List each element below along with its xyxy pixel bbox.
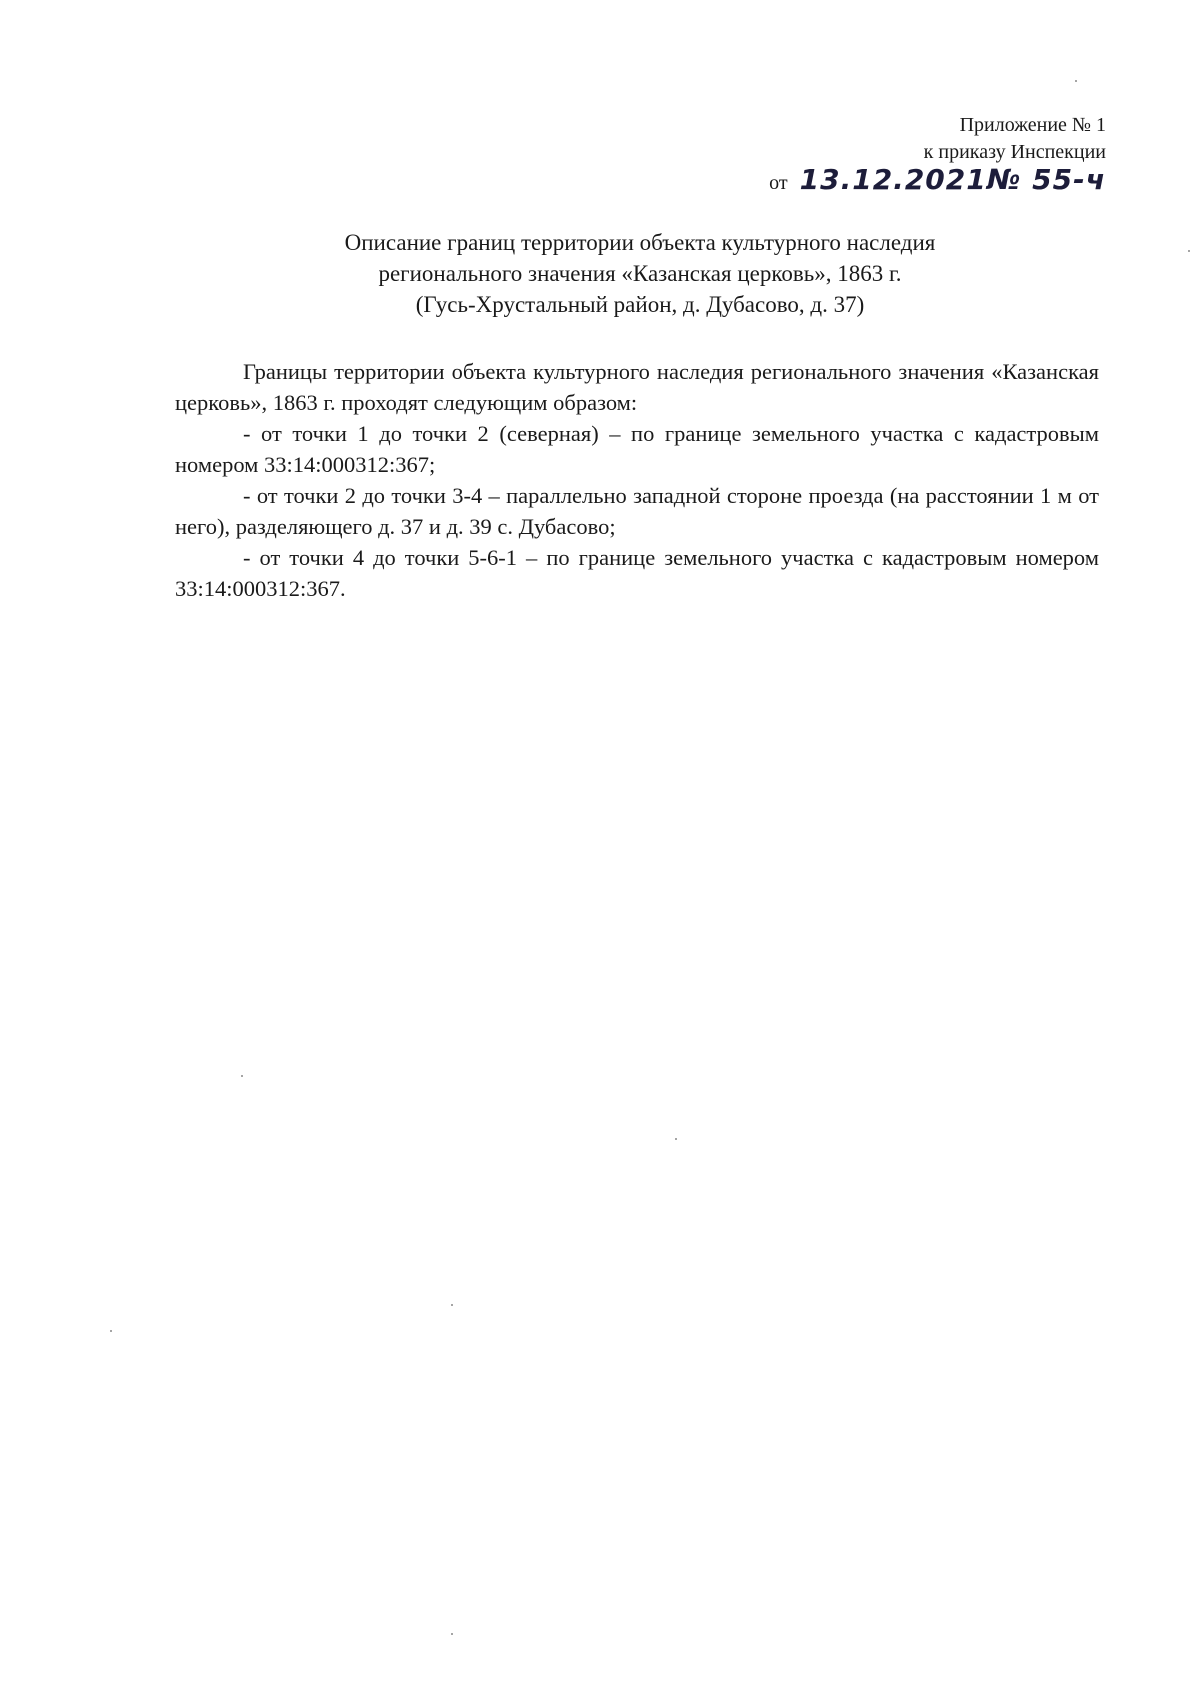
scan-speck [241,1075,243,1077]
scan-speck [451,1304,453,1306]
document-body [175,356,1099,604]
boundary-item-2: - от точки 2 до точки 3-4 – параллельно западной стороне проезда (на расстоянии 1 м от него), разделяющего д. 37 и д. 39 с. Дубасово; [175,483,1099,539]
order-reference: к приказу Инспекции [923,141,1106,163]
order-date-line [769,163,1106,197]
scan-speck [1188,250,1190,252]
title-line-3: (Гусь-Хрустальный район, д. Дубасово, д. 37) [415,292,865,317]
date-prefix: от [769,172,788,194]
title-line-2: регионального значения «Казанская церковь», 1863 г. [378,261,902,286]
scan-speck [451,1633,453,1635]
scan-speck [110,1330,112,1332]
scan-speck [675,1138,677,1140]
document-title [0,227,1200,320]
appendix-number: Приложение № 1 [959,114,1106,136]
handwritten-date: 13.12.2021№ 55-ч [799,163,1106,196]
intro-paragraph: Границы территории объекта культурного наследия регионального значения «Казанская церковь», 1863 г. проходят следующим образом: [175,359,1099,415]
title-line-1: Описание границ территории объекта культурного наследия [344,230,936,255]
boundary-item-1: - от точки 1 до точки 2 (северная) – по границе земельного участка с кадастровым номером 33:14:000312:367; [175,421,1099,477]
scan-speck [1075,80,1077,82]
boundary-item-3: - от точки 4 до точки 5-6-1 – по границе земельного участка с кадастровым номером 33:14:000312:367. [175,545,1099,601]
appendix-header [769,112,1106,197]
